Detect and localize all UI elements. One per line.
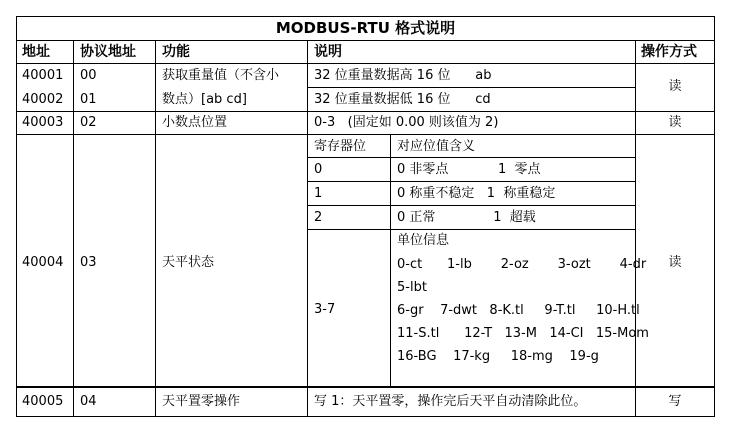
table-divider bbox=[307, 181, 635, 182]
header-function: 功能 bbox=[162, 44, 190, 60]
table-divider bbox=[307, 205, 635, 206]
cell-operation: 读 bbox=[668, 79, 682, 94]
cell-description: 32 位重量数据低 16 位 cd bbox=[314, 92, 491, 107]
unit-info-line: 6-gr 7-dwt 8-K.tl 9-T.tl 10-H.tl bbox=[397, 303, 640, 318]
bit-number: 2 bbox=[314, 210, 323, 225]
unit-info-line: 5-lbt bbox=[397, 280, 427, 295]
table-divider bbox=[16, 111, 715, 112]
table-border-left bbox=[16, 16, 17, 417]
cell-address: 40005 bbox=[22, 394, 64, 409]
cell-function: 天平状态 bbox=[162, 255, 215, 270]
cell-protocol-address: 01 bbox=[80, 92, 97, 107]
column-divider bbox=[155, 40, 156, 417]
sub-header-bit-meaning: 对应位值含义 bbox=[397, 139, 476, 154]
table-divider bbox=[16, 386, 715, 388]
cell-description: 32 位重量数据高 16 位 ab bbox=[314, 68, 492, 83]
table-border-bottom bbox=[16, 416, 715, 417]
header-operation: 操作方式 bbox=[641, 44, 697, 60]
bit-number: 0 bbox=[314, 162, 323, 177]
table-divider bbox=[307, 229, 635, 230]
cell-function: 天平置零操作 bbox=[162, 394, 241, 409]
cell-operation: 读 bbox=[668, 115, 682, 130]
bit-number: 1 bbox=[314, 186, 323, 201]
table-divider bbox=[307, 157, 635, 158]
table-divider bbox=[307, 87, 635, 88]
header-address: 地址 bbox=[22, 44, 50, 60]
cell-address: 40003 bbox=[22, 115, 64, 130]
unit-info-line: 16-BG 17-kg 18-mg 19-g bbox=[397, 349, 599, 364]
table-divider bbox=[16, 134, 715, 135]
unit-info-line: 11-S.tl 12-T 13-M 14-CI 15-Mom bbox=[397, 326, 649, 341]
column-divider bbox=[73, 40, 74, 417]
cell-address: 40002 bbox=[22, 92, 64, 107]
table-divider bbox=[16, 40, 715, 41]
column-divider bbox=[635, 40, 636, 417]
table-border-top bbox=[16, 16, 715, 17]
cell-function: 小数点位置 bbox=[162, 115, 228, 130]
header-protocol-address: 协议地址 bbox=[80, 44, 136, 60]
unit-info-line: 单位信息 bbox=[397, 233, 450, 248]
sub-column-divider bbox=[390, 134, 391, 387]
bit-number: 3-7 bbox=[314, 302, 336, 317]
cell-address: 40001 bbox=[22, 68, 64, 83]
header-description: 说明 bbox=[314, 44, 342, 60]
column-divider bbox=[307, 40, 308, 417]
table-title: MODBUS-RTU 格式说明 bbox=[275, 19, 456, 37]
cell-protocol-address: 00 bbox=[80, 68, 97, 83]
cell-operation: 写 bbox=[668, 394, 682, 409]
bit-meaning: 0 称重不稳定 1 称重稳定 bbox=[397, 186, 556, 201]
cell-function: 获取重量值（不含小 bbox=[162, 68, 280, 83]
bit-meaning: 0 正常 1 超载 bbox=[397, 210, 536, 225]
cell-protocol-address: 04 bbox=[80, 394, 97, 409]
table-border-right bbox=[714, 16, 715, 417]
table-divider bbox=[16, 63, 715, 64]
cell-protocol-address: 03 bbox=[80, 255, 97, 270]
sub-header-register-bit: 寄存器位 bbox=[314, 139, 367, 154]
bit-meaning: 0 非零点 1 零点 bbox=[397, 162, 541, 177]
cell-operation: 读 bbox=[668, 255, 682, 270]
cell-description: 0-3 (固定如 0.00 则该值为 2) bbox=[314, 115, 499, 130]
cell-function: 数点）[ab cd] bbox=[162, 92, 247, 107]
cell-address: 40004 bbox=[22, 255, 64, 270]
cell-protocol-address: 02 bbox=[80, 115, 97, 130]
cell-description: 写 1：天平置零，操作完后天平自动清除此位。 bbox=[314, 394, 587, 409]
unit-info-line: 0-ct 1-lb 2-oz 3-ozt 4-dr bbox=[397, 257, 647, 272]
